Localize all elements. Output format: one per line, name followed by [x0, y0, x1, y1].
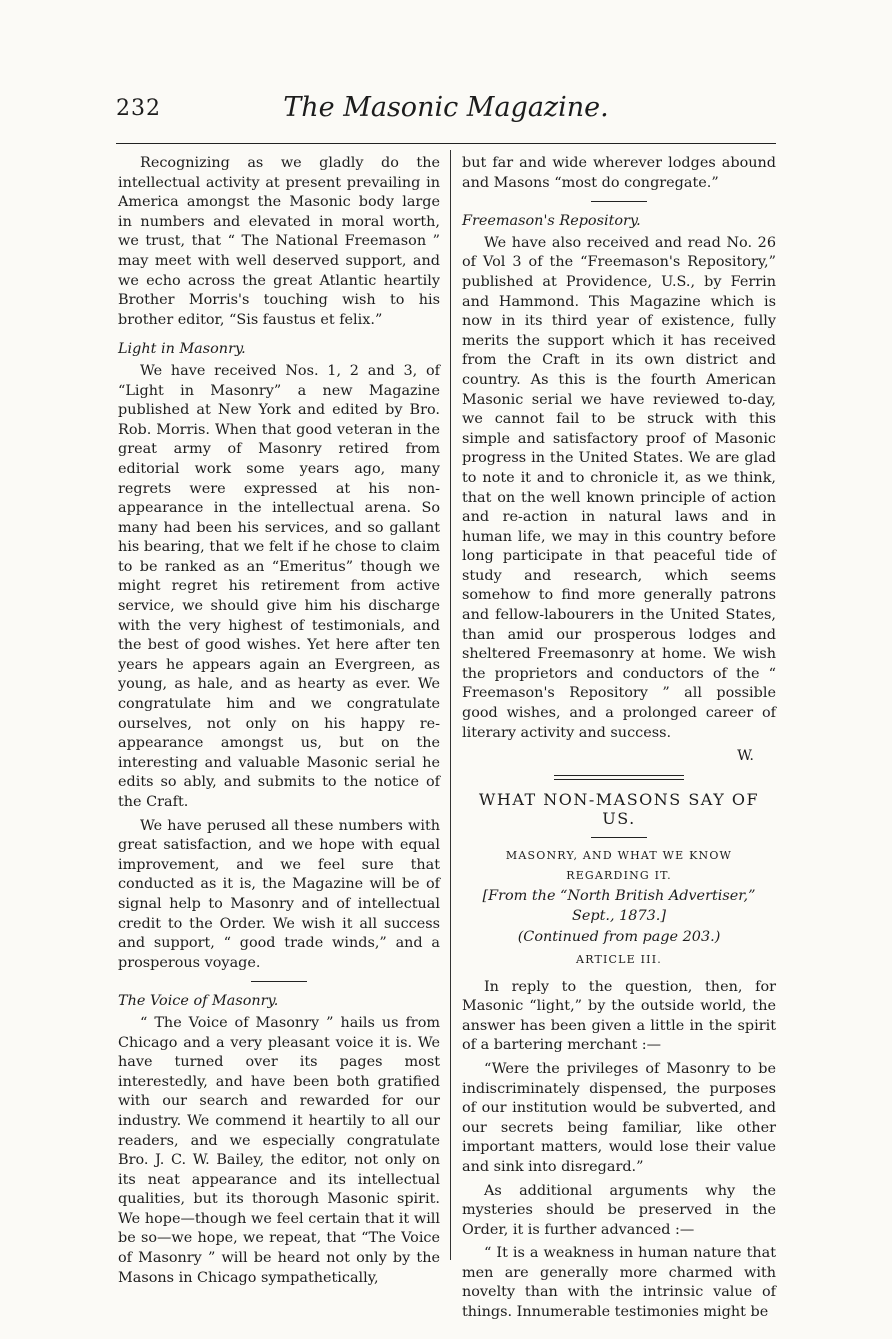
column-divider: [450, 150, 451, 1260]
header-rule: [116, 143, 776, 144]
page-header: [116, 92, 776, 132]
left-column: [118, 154, 440, 1292]
repository-heading: Freemason's Repository.: [462, 213, 641, 230]
section-divider: [591, 201, 647, 202]
voice-of-masonry-heading: The Voice of Masonry.: [118, 993, 279, 1010]
light-in-masonry-heading: Light in Masonry.: [118, 341, 246, 358]
section-title: WHAT NON-MASONS SAY OF US.: [478, 789, 760, 829]
article-paragraph-3: As additional arguments why the mysteries should be preserved in the Order, it is further advanced :—: [462, 1182, 776, 1238]
article-paragraph-4: “ It is a weakness in human nature that men are generally more charmed with novelty than with the intrinsic value of things. Innumerable testimonies might be: [462, 1245, 776, 1321]
article-subtitle: MASONRY, AND WHAT WE KNOW REGARDING IT.: [505, 849, 733, 882]
intro-paragraph: Recognizing as we gladly do the intellectual activity at present prevailing in America amongst the Masonic body large in numbers and elevated in moral worth, we trust, that “ The National Freemason ” may meet with well deserved support, and we echo across the great Atlantic heartily Brother Morris's touching wish to his brother editor, “Sis faustus et felix.”: [118, 155, 440, 328]
article-paragraph-2: “Were the privileges of Masonry to be indiscriminately dispensed, the purposes of our institution would be subverted, and our secrets being familiar, like other important matters, would lose their value and sink into disregard.”: [462, 1060, 776, 1175]
double-rule: [554, 775, 684, 780]
signature: W.: [737, 748, 754, 765]
continued-note: (Continued from page 203.): [517, 929, 721, 946]
running-title: The Masonic Magazine.: [283, 92, 609, 123]
source-citation: [From the “North British Advertiser,” Sept., 1873.]: [482, 888, 756, 924]
right-column: [462, 154, 776, 1327]
light-paragraph-2: We have perused all these numbers with great satisfaction, and we hope with equal improvement, and we feel sure that conducted as it is, the Magazine will be of signal help to Masonry and of intellectual credit to the Order. We wish it all success and support, “ good trade winds,” and a prosperous voyage.: [118, 817, 440, 971]
repository-paragraph: We have also received and read No. 26 of Vol 3 of the “Freemason's Repository,” published at Providence, U.S., by Ferrin and Hammond. This Magazine which is now in its third year of existence, fully merits the support which it has received from the Craft in its own district and country. As this is the fourth American Masonic serial we have reviewed to-day, we cannot fail to be struck with this simple and satisfactory proof of Masonic progress in the United States. We are glad to note it and to chronicle it, as we think, that on the well known principle of action and re-action in natural laws and in human life, we may in this country before long participate in that peaceful tide of study and research, which seems somehow to find more generally patrons and fellow-labourers in the United States, than amid our prosperous lodges and sheltered Freemasonry at home. We wish the proprietors and conductors of the “ Freemason's Repository ” all possible good wishes, and a prolonged career of literary activity and success.: [462, 234, 776, 741]
article-paragraph-1: In reply to the question, then, for Masonic “light,” by the outside world, the answer has been given a little in the spirit of a bartering merchant :—: [462, 978, 776, 1054]
article-number: ARTICLE III.: [576, 952, 662, 966]
page-number: 232: [116, 96, 161, 121]
section-divider: [251, 981, 307, 982]
continuation-paragraph: but far and wide wherever lodges abound and Masons “most do congregate.”: [462, 155, 776, 191]
voice-paragraph: “ The Voice of Masonry ” hails us from Chicago and a very pleasant voice it is. We have turned over its pages most interestedly, and have been both gratified with our search and rewarded for our industry. We commend it heartily to all our readers, and we especially congratulate Bro. J. C. W. Bailey, the editor, not only on its neat appearance and its intellectual qualities, but its thorough Masonic spirit. We hope—though we feel certain that it will be so—we hope, we repeat, that “The Voice of Masonry ” will be heard not only by the Masons in Chicago sympathetically,: [118, 1014, 440, 1286]
light-paragraph-1: We have received Nos. 1, 2 and 3, of “Light in Masonry” a new Magazine published at New York and edited by Bro. Rob. Morris. When that good veteran in the great army of Masonry retired from editorial work some years ago, many regrets were expressed at his non-appearance in the intellectual arena. So many had been his services, and so gallant his bearing, that we felt if he chose to claim to be ranked as an “Emeritus” though we might regret his retirement from active service, we should give him his discharge with the very highest of testimonials, and the best of good wishes. Yet here after ten years he appears again an Evergreen, as young, as hale, and as hearty as ever. We congratulate him and we congratulate ourselves, not only on his happy re-appearance amongst us, but on the interesting and valuable Masonic serial he edits so ably, and submits to the notice of the Craft.: [118, 362, 440, 810]
section-divider: [591, 837, 647, 838]
